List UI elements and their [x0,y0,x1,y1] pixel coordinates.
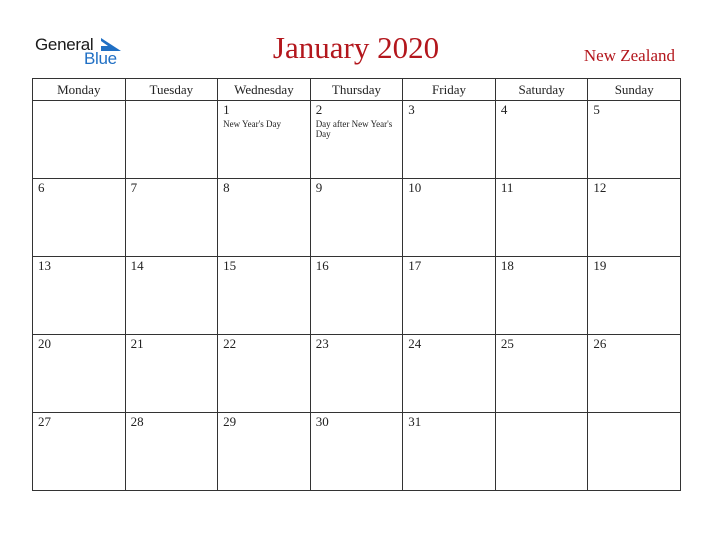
day-number: 7 [130,180,138,195]
day-number: 24 [408,336,422,351]
day-cell [495,335,588,413]
day-number: 22 [223,336,237,351]
day-cell [403,257,496,335]
day-number: 9 [315,180,323,195]
day-cell [495,257,588,335]
day-cell [310,257,403,335]
day-cell [588,335,681,413]
calendar-grid [32,78,681,491]
week-row [33,101,681,179]
day-number: 2 [315,102,323,117]
week-row [33,335,681,413]
day-cell [495,101,588,179]
day-cell [495,179,588,257]
day-number: 6 [38,180,45,195]
holiday-label: New Year's Day [223,119,281,129]
day-cell [33,413,126,491]
day-cell [588,413,681,491]
day-cell [588,179,681,257]
day-cell [310,335,403,413]
day-number: 18 [500,258,514,273]
day-number: 4 [500,102,508,117]
calendar-title: January 2020 [272,30,440,65]
holiday-label: Day after New Year's Day [315,119,393,139]
country-label: New Zealand [583,46,675,65]
day-number: 12 [593,180,607,195]
day-cell [403,179,496,257]
day-cell [125,101,218,179]
day-number: 10 [408,180,422,195]
day-number: 8 [223,180,230,195]
day-number: 29 [223,414,237,429]
day-cell [588,101,681,179]
day-cell [588,257,681,335]
day-number: 16 [315,258,329,273]
day-number: 13 [38,258,51,273]
day-cell [403,335,496,413]
day-cell [125,179,218,257]
day-number: 1 [223,102,230,117]
day-number: 30 [315,414,329,429]
day-number: 3 [408,102,415,117]
weekday-header: Monday [33,79,126,101]
weekday-header: Saturday [495,79,588,101]
day-cell [125,335,218,413]
week-row [33,179,681,257]
day-cell [218,257,311,335]
day-cell [310,101,403,179]
logo-text-blue: Blue [84,49,117,68]
day-number: 28 [130,414,144,429]
day-number: 21 [130,336,144,351]
weekday-header: Wednesday [218,79,311,101]
day-number: 19 [593,258,607,273]
weekday-header: Sunday [588,79,681,101]
day-number: 25 [500,336,514,351]
day-number: 31 [408,414,422,429]
day-cell [33,335,126,413]
weekday-header: Friday [403,79,496,101]
day-cell [33,101,126,179]
day-cell [218,335,311,413]
day-number: 27 [38,414,51,429]
weekday-header-row [33,79,681,101]
day-cell [218,179,311,257]
day-number: 20 [38,336,51,351]
day-cell [403,413,496,491]
day-cell [218,413,311,491]
day-number: 5 [593,102,600,117]
day-cell [125,413,218,491]
day-number: 11 [500,180,514,195]
day-cell [33,179,126,257]
day-number: 17 [408,258,422,273]
day-cell [310,179,403,257]
week-row [33,413,681,491]
day-number: 23 [315,336,329,351]
weekday-header: Thursday [310,79,403,101]
weekday-header: Tuesday [125,79,218,101]
day-cell [310,413,403,491]
day-cell [495,413,588,491]
day-cell [403,101,496,179]
day-cell [218,101,311,179]
day-cell [125,257,218,335]
day-cell [33,257,126,335]
week-row [33,257,681,335]
day-number: 14 [130,258,144,273]
day-number: 26 [593,336,607,351]
logo-text-general: General [35,35,94,54]
day-number: 15 [223,258,237,273]
